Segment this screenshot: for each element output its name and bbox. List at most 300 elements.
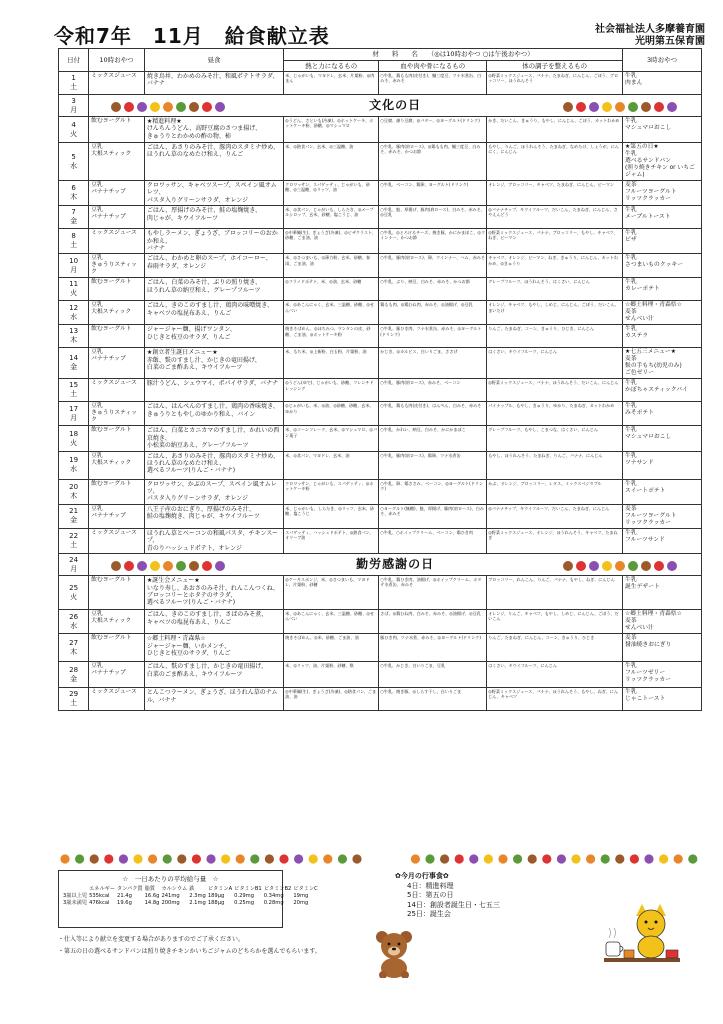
regulating-foods: ◎バナナチップ、キウイフルーツ、だいこん、たまねぎ、にんじん、さやえんどう	[487, 206, 623, 229]
fruit-icon	[528, 854, 537, 863]
decoration-icon	[150, 102, 160, 112]
decoration-icon	[202, 102, 212, 112]
decoration-icon	[111, 102, 121, 112]
day-row	[59, 379, 702, 402]
body-building-foods: ○ヨーグルト(無糖)、鮭、厚揚げ、豚肉(肩ロース)、白みそ、赤みそ	[379, 504, 487, 528]
energy-foods: 米、じゃがいも、マヨドレ、玄米、片栗粉、◎肉まん	[284, 72, 379, 95]
fruit-icon	[309, 854, 318, 863]
fruit-icon	[601, 854, 610, 863]
date-number: 10	[69, 256, 79, 265]
note-1: ・仕入等により献立を変更する場合がありますのでご了承ください。	[58, 936, 245, 943]
afternoon-snack: 麦茶 醤油焼きおにぎり	[623, 634, 702, 662]
body-building-foods: ○牛乳、焼き豚、◎しらす干し、白いりごま	[379, 688, 487, 711]
date-cell	[59, 229, 89, 254]
decoration-icon	[124, 561, 134, 571]
energy-foods: ◎フライドポテト、米、◎油、玄米、砂糖	[284, 278, 379, 301]
energy-foods: 米、◎食パン、マヨドレ、玄米、油	[284, 451, 379, 479]
fruit-icon	[75, 854, 84, 863]
day-row	[59, 576, 702, 610]
decoration-icon	[667, 561, 677, 571]
weekday: 月	[70, 105, 78, 114]
weekday: 水	[70, 621, 78, 630]
nutrition-cell: 535kcal	[89, 892, 110, 899]
date-cell	[59, 206, 89, 229]
energy-foods: ◎中華麺(生)、ぎょうざ(冷凍)、◎ピザクラスト、砂糖、ごま油、油	[284, 229, 379, 254]
energy-foods: 米、◎コーンフレーク、玄米、◎マシュマロ、◎バン菓子	[284, 426, 379, 451]
afternoon-snack: 牛乳 メープルトースト	[623, 206, 702, 229]
date-cell	[59, 479, 89, 504]
morning-snack: 飲むヨーグルト	[89, 325, 145, 348]
decoration-icon	[667, 102, 677, 112]
day-row	[59, 72, 702, 95]
nutrition-cell: ビタミンB1	[234, 886, 262, 892]
decoration-icon	[576, 561, 586, 571]
fruit-icon	[498, 854, 507, 863]
day-row	[59, 117, 702, 143]
regulating-foods: ◎バナナチップ、キウイフルーツ、だいこん、たまねぎ、にんじん	[487, 504, 623, 528]
regulating-foods: ◎野菜ミックスジュース、バナナ、ほうれんそう、もやし、ねぎ、にんじん、キャベツ	[487, 688, 623, 711]
weekday: 月	[70, 413, 78, 422]
date-cell	[59, 610, 89, 634]
energy-foods: 焼きそばめん、◎ほちみつ、ワンタンの皮、砂糖、ごま油、◎ホットケーキ粉	[284, 325, 379, 348]
nutrition-cell: 19.6g	[117, 899, 132, 906]
date-number: 26	[69, 612, 79, 621]
date-cell	[59, 143, 89, 181]
date-number: 24	[69, 555, 79, 564]
nutrition-cell: ビタミンC	[293, 886, 318, 892]
weekday: 土	[70, 699, 78, 708]
regulating-foods: グレープフルーツ、ほうれんそう、はくさい、にんじん	[487, 278, 623, 301]
lunch: ★精進料理★ けんちんうどん、高野豆腐のさつま揚げ、 きゅうりとわかめの酢の物、柿	[144, 117, 283, 143]
fruit-icon	[688, 854, 697, 863]
fruit-icon	[455, 854, 464, 863]
event-item: 14日：創設者誕生日・七五三	[407, 900, 500, 909]
body-building-foods: ○牛乳、鮭、厚揚げ、豚肉(肩ロース)、白みそ、赤みそ、◎豆乳	[379, 206, 487, 229]
lunch: とんこつラーメン、ぎょうざ、ほうれん草のナムル、バナナ	[144, 688, 283, 711]
lunch: ジャージャー麺、揚げワンタン、 ひじきと枝豆のサラダ、りんご	[144, 325, 283, 348]
weekday: 土	[70, 540, 78, 549]
morning-snack: ミックスジュース	[89, 688, 145, 711]
col-ingredients: 材 料 名 （◎は10時おやつ ○は午後おやつ）	[284, 49, 623, 61]
regulating-foods: オレンジ、キャベツ、もやし、しめじ、にんじん、ごぼう、だいこん、まいたけ	[487, 301, 623, 325]
date-number: 21	[69, 507, 79, 516]
date-number: 3	[71, 96, 76, 105]
weekday: 木	[70, 193, 78, 202]
energy-foods: クロワッサン、じゃがいも、スパゲッティ、◎ホットケーキ粉	[284, 479, 379, 504]
afternoon-snack: 牛乳 じゃこトースト	[623, 688, 702, 711]
fruit-icon	[484, 854, 493, 863]
energy-foods: 米、◎あこんにゃく、玄米、三温糖、砂糖、◎せんべい	[284, 610, 379, 634]
decoration-icon	[137, 102, 147, 112]
fruit-icon	[557, 854, 566, 863]
decoration-icon	[215, 102, 225, 112]
date-number: 22	[69, 531, 79, 540]
decoration-icon	[163, 102, 173, 112]
fruit-icon	[674, 854, 683, 863]
date-cell	[59, 325, 89, 348]
date-number: 29	[69, 690, 79, 699]
afternoon-snack: 牛乳 スイートポテト	[623, 479, 702, 504]
date-cell	[59, 254, 89, 278]
day-row	[59, 181, 702, 206]
nutrition-cell: エネルギー	[89, 886, 116, 892]
weekday: 水	[70, 161, 78, 170]
lunch: ほうれん草とベーコンの和風パスタ、チキンスープ、 青のりハッシュドポテト、オレンジ	[144, 528, 283, 553]
date-number: 14	[69, 354, 79, 363]
body-building-foods: ○牛乳、豚ひき肉、ツナ水煮缶、赤みそ、◎ヨーグルト(ドリンク)	[379, 325, 487, 348]
nutrition-cell: 21.4g	[117, 892, 132, 899]
fruit-icon	[338, 854, 347, 863]
decoration-icon	[602, 102, 612, 112]
energy-foods: 米、◎あこんにゃく、玄米、三温糖、砂糖、◎せんべい	[284, 301, 379, 325]
decoration-icon	[563, 561, 573, 571]
regulating-foods: りんご、たまねぎ、コーン、きゅうり、ひじき、にんじん	[487, 325, 623, 348]
afternoon-snack: 牛乳 さつまいものクッキー	[623, 254, 702, 278]
lunch: ごはん、白菜のみそ汁、ぶりの照り焼き、 ほうれん草の納豆和え、グレープフルーツ	[144, 278, 283, 301]
body-building-foods: ○牛乳、ぶり、納豆、白みそ、赤みそ、かつお節	[379, 278, 487, 301]
day-row	[59, 451, 702, 479]
morning-snack: 飲むヨーグルト	[89, 576, 145, 610]
nutrition-cell: 14.8g	[144, 899, 160, 906]
day-row	[59, 229, 702, 254]
holiday-banner	[89, 95, 702, 117]
fruit-icon	[630, 854, 639, 863]
fruit-icon	[163, 854, 172, 863]
holiday-row	[59, 95, 702, 117]
day-row	[59, 634, 702, 662]
nutrition-cell: 2.1mg	[189, 899, 206, 906]
date-number: 17	[69, 404, 79, 413]
body-building-foods: ○牛乳、鶏ひき肉、油揚げ、◎ホイップクリーム、ホタテ水煮缶、赤みそ	[379, 576, 487, 610]
morning-snack: 豆乳 バナナチップ	[89, 206, 145, 229]
weekday: 金	[70, 674, 78, 683]
weekday: 水	[70, 465, 78, 474]
decoration-icon	[615, 102, 625, 112]
events-box	[395, 872, 500, 919]
fruit-icon	[542, 854, 551, 863]
decoration-icon	[654, 561, 664, 571]
weekday: 火	[70, 592, 78, 601]
fruit-icon	[250, 854, 259, 863]
energy-foods: 焼きそばめん、◎米、砂糖、ごま油、油	[284, 634, 379, 662]
morning-snack: 飲むヨーグルト	[89, 634, 145, 662]
regulating-foods: キャベツ、オレンジ、ピーマン、ねぎ、きゅうり、にんじん、カットわかめ、◎きゅうり	[487, 254, 623, 278]
morning-snack: ミックスジュース	[89, 528, 145, 553]
date-number: 27	[69, 638, 79, 647]
decoration-icon	[563, 102, 573, 112]
morning-snack: 豆乳 大根スティック	[89, 143, 145, 181]
weekday: 金	[70, 217, 78, 226]
fruit-icon	[192, 854, 201, 863]
nutrition-cell: ビタミンA	[207, 886, 233, 892]
energy-foods: スパゲッティ、ハッシュドポテト、◎熱食パン、オリーブ油	[284, 528, 379, 553]
nutrition-cell: カルシウム	[161, 886, 188, 892]
nutrition-header	[62, 885, 319, 892]
date-cell	[59, 117, 89, 143]
afternoon-snack: 牛乳 肉まん	[623, 72, 702, 95]
nutrition-cell: 200mg	[161, 899, 180, 906]
date-number: 25	[69, 583, 79, 592]
nutrition-cell: 19mg	[293, 892, 309, 899]
date-cell	[59, 504, 89, 528]
regulating-foods: ◎野菜ミックスジュース、バナナ、ブロッコリー、もやし、キャベツ、ねぎ、ピーマン	[487, 229, 623, 254]
weekday: 木	[70, 336, 78, 345]
menu-table	[58, 48, 702, 711]
morning-snack: 豆乳 きゅうりスティック	[89, 254, 145, 278]
afternoon-snack: ★七五三メニュー★ 麦茶 麩の手もち(幼児のみ) ご色ゼリー	[623, 348, 702, 379]
decoration-icon	[589, 561, 599, 571]
regulating-foods: はくさい、キウイフルーツ、にんじん	[487, 348, 623, 379]
date-number: 28	[69, 665, 79, 674]
fruit-icon	[279, 854, 288, 863]
event-item: 4日：精進料理	[407, 882, 454, 891]
body-building-foods: 鶏もも肉、◎鶏むね肉、赤みそ、◎油揚げ、◎豆乳	[379, 301, 487, 325]
decoration-icon	[654, 102, 664, 112]
weekday: 火	[70, 129, 78, 138]
day-row	[59, 662, 702, 688]
nursery-name: 光明第五保育園	[635, 36, 705, 47]
afternoon-snack: 牛乳 カステラ	[623, 325, 702, 348]
afternoon-snack: 牛乳 フルーツサンド	[623, 528, 702, 553]
afternoon-snack: 牛乳 かぼちゃスティックパイ	[623, 379, 702, 402]
regulating-foods: ◎野菜ミックスジュース、バナナ、ほうれんそう、だいこん、にんじん	[487, 379, 623, 402]
col-blood: 血や肉や骨になるもの	[379, 61, 487, 72]
col-snack10: 10時おやつ	[89, 49, 145, 72]
holiday-title: 勤労感謝の日	[356, 557, 435, 572]
energy-foods: 米、◎リッツ、油、片栗粉、砂糖、麩	[284, 662, 379, 688]
body-building-foods: ○牛乳、ベーコン、鶏卵、ヨーグルト(ドリンク)	[379, 181, 487, 206]
date-cell	[59, 576, 89, 610]
fruit-icon	[265, 854, 274, 863]
day-row	[59, 610, 702, 634]
nutrition-row	[62, 892, 319, 899]
day-row	[59, 528, 702, 553]
cat-tea-illustration	[602, 902, 682, 974]
date-cell	[59, 301, 89, 325]
date-number: 20	[69, 482, 79, 491]
nutrition-cell: 0.25mg	[234, 899, 255, 906]
banner-decoration-right	[561, 558, 681, 574]
date-number: 5	[71, 152, 76, 161]
afternoon-snack: 牛乳 マシュマロおこし	[623, 426, 702, 451]
weekday: 水	[70, 312, 78, 321]
decoration-icon	[124, 102, 134, 112]
lunch: クロワッサン、キャベツスープ、スペイン風オムレツ、 パスタ入りグリーンサラダ、オレンジ	[144, 181, 283, 206]
regulating-foods: パイナップル、もやし、きゅうり、ゆかり、たまねぎ、カットわかめ	[487, 402, 623, 426]
fruit-icon	[236, 854, 245, 863]
energy-foods: 米、◎熱食パン、玄米、◎三温糖、油	[284, 143, 379, 181]
day-row	[59, 206, 702, 229]
date-cell	[59, 688, 89, 711]
energy-foods: 米、じゃがいも、しらたき、◎リッツ、玄米、砂糖、塩こうじ	[284, 504, 379, 528]
lunch: ごはん、麩のすまし汁、かじきの竜田揚げ、 白菜のごま酢あえ、キウイフルーツ	[144, 662, 283, 688]
lunch: ごはん、きのこのすまし汁、さばのみそ煮、 キャベツの塩昆布あえ、りんご	[144, 610, 283, 634]
note-2: ・第五の日の選べるサンドパンは照り焼きチキンかいちごジャムのどちらかを選んでもらいます。	[58, 948, 321, 955]
lunch: ごはん、あさりのみそ汁、豚肉のスタミナ炒め、 ほうれん草のなめたけ和え、りんご	[144, 143, 283, 181]
lunch: クロワッサン、かぶのスープ、スペイン風オムレツ、 パスタ入りグリーンサラダ、オレンジ	[144, 479, 283, 504]
event-item: 25日：誕生会	[407, 909, 451, 918]
decoration-icon	[641, 561, 651, 571]
col-date: 日付	[59, 49, 89, 72]
lunch: ごはん、きのこのすまし汁、鶏肉の味噌焼き、 キャベツの塩昆布あえ、りんご	[144, 301, 283, 325]
fruit-icon	[104, 854, 113, 863]
date-cell	[59, 554, 89, 576]
date-number: 19	[69, 456, 79, 465]
fruit-icon	[513, 854, 522, 863]
body-building-foods: ○牛乳、豚肉(肩ロース)、赤みそ、ベーコン	[379, 379, 487, 402]
morning-snack: 飲むヨーグルト	[89, 117, 145, 143]
weekday: 土	[70, 241, 78, 250]
nutrition-box	[58, 870, 318, 928]
afternoon-snack: ☆郷土料理・青森県☆ 麦茶 せんべい汁	[623, 301, 702, 325]
regulating-foods: もやし、りんご、ほうれんそう、たまねぎ、なめたけ、しょうが、にんにく、にんじん	[487, 143, 623, 181]
body-building-foods: ○牛乳、豚肉(肩ロース)、鶏卵、ツナ水煮缶	[379, 451, 487, 479]
fruit-icon	[119, 854, 128, 863]
fruit-icon	[586, 854, 595, 863]
nutrition-cell: 3歳以上児	[63, 893, 88, 899]
col-snack3: 3時おやつ	[623, 49, 702, 72]
page-title: 令和7年 11月 給食献立表	[54, 24, 330, 48]
date-cell	[59, 451, 89, 479]
fruit-icon	[148, 854, 157, 863]
body-building-foods: ○牛乳、かじき、白いりごま、豆乳	[379, 662, 487, 688]
morning-snack: 豆乳 バナナチップ	[89, 662, 145, 688]
afternoon-snack: 牛乳 ピザ	[623, 229, 702, 254]
weekday: 土	[70, 390, 78, 399]
lunch: ごはん、はんぺんのすまし汁、鶏肉の香味焼き、 きゅうりともやしのゆかり和え、バイン	[144, 402, 283, 426]
morning-snack: 飲むヨーグルト	[89, 278, 145, 301]
organization	[595, 24, 705, 48]
morning-snack: ミックスジュース	[89, 379, 145, 402]
fruit-icon	[425, 854, 434, 863]
nutrition-cell: 188μg	[207, 899, 225, 906]
lunch: ごはん、わかめと卵のスープ、ホイコーロー、 春雨サラダ、オレンジ	[144, 254, 283, 278]
lunch: 焼き鳥丼、わかめのみそ汁、和風ポテトサラダ、バナナ	[144, 72, 283, 95]
weekday: 金	[70, 516, 78, 525]
body-building-foods: ○牛乳、鶏もも肉(皮付き)、鰯三度豆、ツナ水煮缶、白みそ、赤みそ	[379, 72, 487, 95]
regulating-foods: はくさい、キウイフルーツ、にんじん	[487, 662, 623, 688]
nutrition-cell: 241mg	[161, 892, 180, 899]
decoration-icon	[589, 102, 599, 112]
date-number: 6	[71, 184, 76, 193]
col-energy: 熱と力になるもの	[284, 61, 379, 72]
day-row	[59, 301, 702, 325]
morning-snack: 豆乳 きゅうりスティック	[89, 402, 145, 426]
regulating-foods: オレンジ、ブロッコリー、キャベツ、たまねぎ、にんじん、ピーマン	[487, 181, 623, 206]
afternoon-snack: 牛乳 カレーポテト	[623, 278, 702, 301]
body-building-foods: ○牛乳、◎とろけるチーズ、焼き豚、かにかまぼこ、◎ウインナー、かつお節	[379, 229, 487, 254]
date-cell	[59, 402, 89, 426]
fruit-icon	[294, 854, 303, 863]
afternoon-snack: 麦茶 フルーツヨーグルト リッツクラッカー	[623, 181, 702, 206]
lunch: ☆郷土料理・青森県☆ ジャージャー麺、いかメンチ、 ひじきと枝豆のサラダ、りんご	[144, 634, 283, 662]
body-building-foods: ○牛乳、卵、鶏ささみ、ベーコン、◎ヨーグルト(ドリンク)	[379, 479, 487, 504]
fruit-icon	[221, 854, 230, 863]
decoration-icon	[189, 561, 199, 571]
regulating-foods: かき、だいこん、きゅうり、もやし、にんじん、ごぼう、カットわかめ	[487, 117, 623, 143]
nutrition-table	[62, 885, 319, 906]
regulating-foods: もやし、ほうれんそう、たまねぎ、りんご、バナナ、にんじん	[487, 451, 623, 479]
body-building-foods: ○豆腐、凍り豆腐、◎バター、◎ヨーグルト(ドリンク)	[379, 117, 487, 143]
fruit-icon	[133, 854, 142, 863]
regulating-foods: グレープフルーツ、もやし、こまつな、はくさい、にんじん	[487, 426, 623, 451]
regulating-foods: ◎野菜ミックスジュース、バナナ、たまねぎ、にんじん、ごぼう、ブロッコリー、ほうれんそう	[487, 72, 623, 95]
fruit-icon	[60, 854, 69, 863]
body-building-foods: ○牛乳、豚肉(肩ロース)、卵、ウインナー、ハム、赤みそ	[379, 254, 487, 278]
date-cell	[59, 348, 89, 379]
lunch: ★誕生会メニュー★ いなり寿し、あおさのみそ汁、れんこんつくね、 ブロッコリーとホタテのサラダ、 選べるフルーツ(りんご・バナナ)	[144, 576, 283, 610]
fruit-icon	[440, 854, 449, 863]
energy-foods: ◎うどん(ゆで)、じゃがいも、砂糖、フレンチドレッシング	[284, 379, 379, 402]
decoration-icon	[176, 561, 186, 571]
day-row	[59, 479, 702, 504]
energy-foods: ◎ケーキスポンジ、米、◎さつまいも、マヨドレ、片栗粉、砂糖	[284, 576, 379, 610]
decoration-icon	[602, 561, 612, 571]
energy-foods: ◎うどん、さといも(冷凍)、◎ホットケーキ、ホットケーキ粉、砂糖、◎マシュマロ	[284, 117, 379, 143]
fruit-icon	[206, 854, 215, 863]
afternoon-snack: 牛乳 ツナサンド	[623, 451, 702, 479]
morning-snack: 豆乳 バナナチップ	[89, 181, 145, 206]
date-cell	[59, 379, 89, 402]
date-cell	[59, 181, 89, 206]
decoration-icon	[150, 561, 160, 571]
nutrition-cell: 2.3mg	[189, 892, 206, 899]
fruit-icon	[90, 854, 99, 863]
nutrition-cell: 0.34mg	[263, 892, 284, 899]
afternoon-snack: 牛乳 フルーツゼリー リッツクラッカー	[623, 662, 702, 688]
fruit-icon	[352, 854, 361, 863]
lunch: 豚汁うどん、シュウマイ、ポパイサラダ、バナナ	[144, 379, 283, 402]
date-cell	[59, 95, 89, 117]
nutrition-cell	[62, 885, 88, 892]
fruit-icon	[615, 854, 624, 863]
fruit-border	[58, 853, 702, 865]
weekday: 火	[70, 289, 78, 298]
nutrition-cell: ビタミンB2	[263, 886, 292, 892]
banner-decoration-left	[109, 558, 229, 574]
date-cell	[59, 634, 89, 662]
nutrition-heading: ☆ 一日あたりの平均給与量 ☆	[122, 875, 219, 883]
fruit-icon	[323, 854, 332, 863]
nutrition-cell: 脂質	[144, 886, 155, 892]
holiday-title: 文化の日	[369, 98, 422, 113]
morning-snack: 豆乳 バナナチップ	[89, 348, 145, 379]
col-condition: 体の調子を整えるもの	[487, 61, 623, 72]
body-building-foods: ○牛乳、かれい、納豆、白みそ、かにかまぼこ	[379, 426, 487, 451]
holiday-row	[59, 554, 702, 576]
nutrition-cell: 鉄	[189, 886, 195, 892]
date-number: 8	[71, 232, 76, 241]
fruit-icon	[411, 854, 420, 863]
banner-decoration-left	[109, 99, 229, 115]
col-lunch: 昼食	[144, 49, 283, 72]
lunch: ★創立者生誕日メニュー★ 赤飯、麩のすまし汁、かじきの竜田揚げ、 白菜のごま酢あえ、キウイフルーツ	[144, 348, 283, 379]
body-building-foods: さば、◎鶏むね肉、白みそ、赤みそ、◎油揚げ、◎豆乳	[379, 610, 487, 634]
energy-foods: 米、もち米、◎上新粉、白玉粉、片栗粉、油	[284, 348, 379, 379]
weekday: 金	[70, 363, 78, 372]
lunch: ごはん、厚揚げのみそ汁、鮭の塩麹焼き、 肉じゃが、キウイフルーツ	[144, 206, 283, 229]
regulating-foods: りんご、たまねぎ、にんじん、コーン、きゅうり、ひじき	[487, 634, 623, 662]
nutrition-cell: 0.29mg	[234, 892, 255, 899]
weekday: 木	[70, 647, 78, 656]
decoration-icon	[137, 561, 147, 571]
regulating-foods: ◎野菜ミックスジュース、オレンジ、ほうれんそう、キャベツ、たまねぎ	[487, 528, 623, 553]
decoration-icon	[628, 561, 638, 571]
morning-snack: 豆乳 大根スティック	[89, 301, 145, 325]
banner-decoration-right	[561, 99, 681, 115]
weekday: 土	[70, 83, 78, 91]
nutrition-cell: 20mg	[293, 899, 309, 906]
